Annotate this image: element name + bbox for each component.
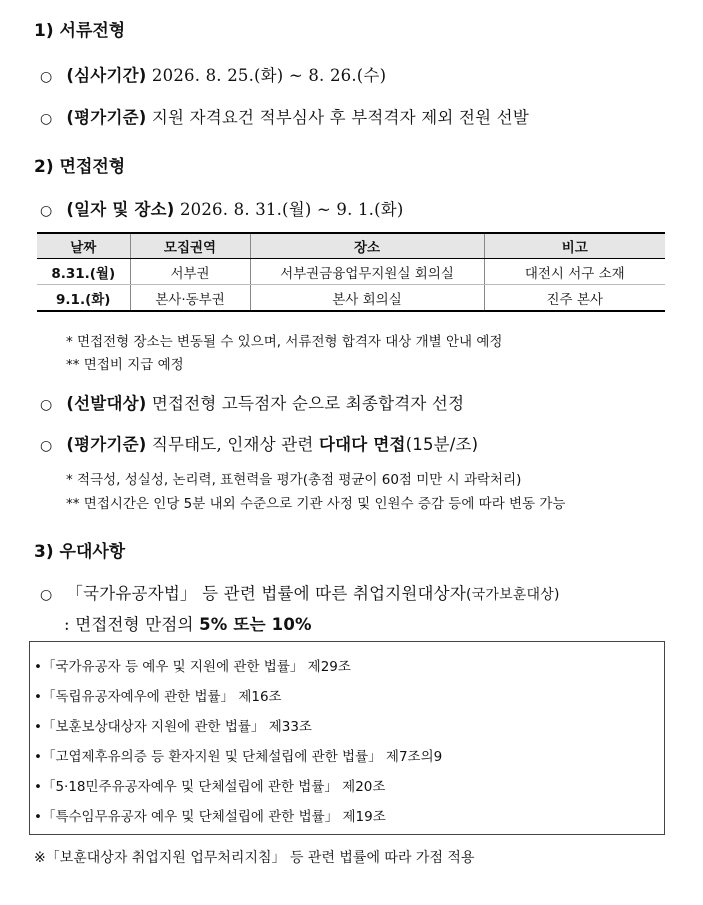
cell-region: 본사·동부권 <box>130 285 250 312</box>
cell-place: 본사 회의실 <box>250 285 484 312</box>
interview-criteria-item <box>40 431 478 455</box>
section1-title: 1) 서류전형 <box>34 21 126 41</box>
bullet-circle: ○ <box>40 111 53 127</box>
interview-schedule-table <box>37 232 665 312</box>
review-period-item <box>40 62 386 86</box>
interview-criteria-text: 직무태도, 인재상 관련 <box>151 435 314 454</box>
law-item-1: •「국가유공자 등 예우 및 지원에 관한 법률」 제29조 <box>34 659 351 675</box>
preference-sub-value: 5% 또는 10% <box>199 615 312 634</box>
law-item-5: •「5·18민주유공자예우 및 단체설립에 관한 법률」 제20조 <box>34 779 386 795</box>
section3-title: 3) 우대사항 <box>34 542 126 562</box>
cell-date: 9.1.(화) <box>37 285 130 312</box>
bullet-circle: ○ <box>40 397 53 413</box>
interview-note-2: ** 면접비 지급 예정 <box>66 357 184 373</box>
bullet-circle: ○ <box>40 203 53 219</box>
col-header-date: 날짜 <box>37 233 130 259</box>
bonus-footnote: ※「보훈대상자 취업지원 업무처리지침」 등 관련 법률에 따라 가점 적용 <box>34 850 475 866</box>
interview-schedule-label: (일자 및 장소) <box>66 200 175 219</box>
criteria-note-1: * 적극성, 성실성, 논리력, 표현력을 평가(총점 평균이 60점 미만 시 과락처리) <box>66 472 522 488</box>
cell-remark: 진주 본사 <box>484 285 665 312</box>
bullet-circle: ○ <box>40 69 53 85</box>
preference-sub <box>64 611 312 635</box>
preference-item <box>40 580 560 604</box>
col-header-place: 장소 <box>250 233 484 259</box>
review-period-label: (심사기간) <box>66 66 147 85</box>
selection-label: (선발대상) <box>66 394 147 413</box>
cell-remark: 대전시 서구 소재 <box>484 259 665 285</box>
law-item-2: •「독립유공자예우에 관한 법률」 제16조 <box>34 689 282 705</box>
cell-region: 서부권 <box>130 259 250 285</box>
interview-schedule-text: 2026. 8. 31.(월) ~ 9. 1.(화) <box>179 200 404 219</box>
law-item-3: •「보훈보상대상자 지원에 관한 법률」 제33조 <box>34 719 312 735</box>
law-item-4: •「고엽제후유의증 등 환자지원 및 단체설립에 관한 법률」 제7조의9 <box>34 749 443 765</box>
interview-criteria-label: (평가기준) <box>66 435 147 454</box>
review-period-text: 2026. 8. 25.(화) ~ 8. 26.(수) <box>151 66 387 85</box>
preference-paren: (국가보훈대상) <box>465 587 560 603</box>
doc-criteria-label: (평가기준) <box>66 108 147 127</box>
table-row <box>37 285 665 312</box>
interview-schedule-item <box>40 196 404 220</box>
bullet-circle: ○ <box>40 587 53 603</box>
preference-text: 「국가유공자법」 등 관련 법률에 따른 취업지원대상자 <box>66 584 466 603</box>
col-header-region: 모집권역 <box>130 233 250 259</box>
cell-place: 서부권금융업무지원실 회의실 <box>250 259 484 285</box>
doc-criteria-text: 지원 자격요건 적부심사 후 부적격자 제외 전원 선발 <box>151 108 529 127</box>
col-header-remark: 비고 <box>484 233 665 259</box>
selection-text: 면접전형 고득점자 순으로 최종합격자 선정 <box>151 394 465 413</box>
cell-date: 8.31.(월) <box>37 259 130 285</box>
preference-sub-prefix: : 면접전형 만점의 <box>64 615 194 634</box>
table-header-row <box>37 233 665 259</box>
criteria-note-2: ** 면접시간은 인당 5분 내외 수준으로 기관 사정 및 인원수 증감 등에 따라 변동 가능 <box>66 496 566 512</box>
section2-title: 2) 면접전형 <box>34 157 126 177</box>
selection-item <box>40 390 464 414</box>
table-row <box>37 259 665 285</box>
interview-criteria-suffix: (15분/조) <box>405 435 479 454</box>
interview-note-1: * 면접전형 장소는 변동될 수 있으며, 서류전형 합격자 대상 개별 안내 예정 <box>66 334 503 350</box>
law-item-6: •「특수임무유공자 예우 및 단체설립에 관한 법률」 제19조 <box>34 809 386 825</box>
bullet-circle: ○ <box>40 438 53 454</box>
interview-criteria-emphasis: 다대다 면접 <box>318 435 406 454</box>
doc-criteria-item <box>40 104 529 128</box>
